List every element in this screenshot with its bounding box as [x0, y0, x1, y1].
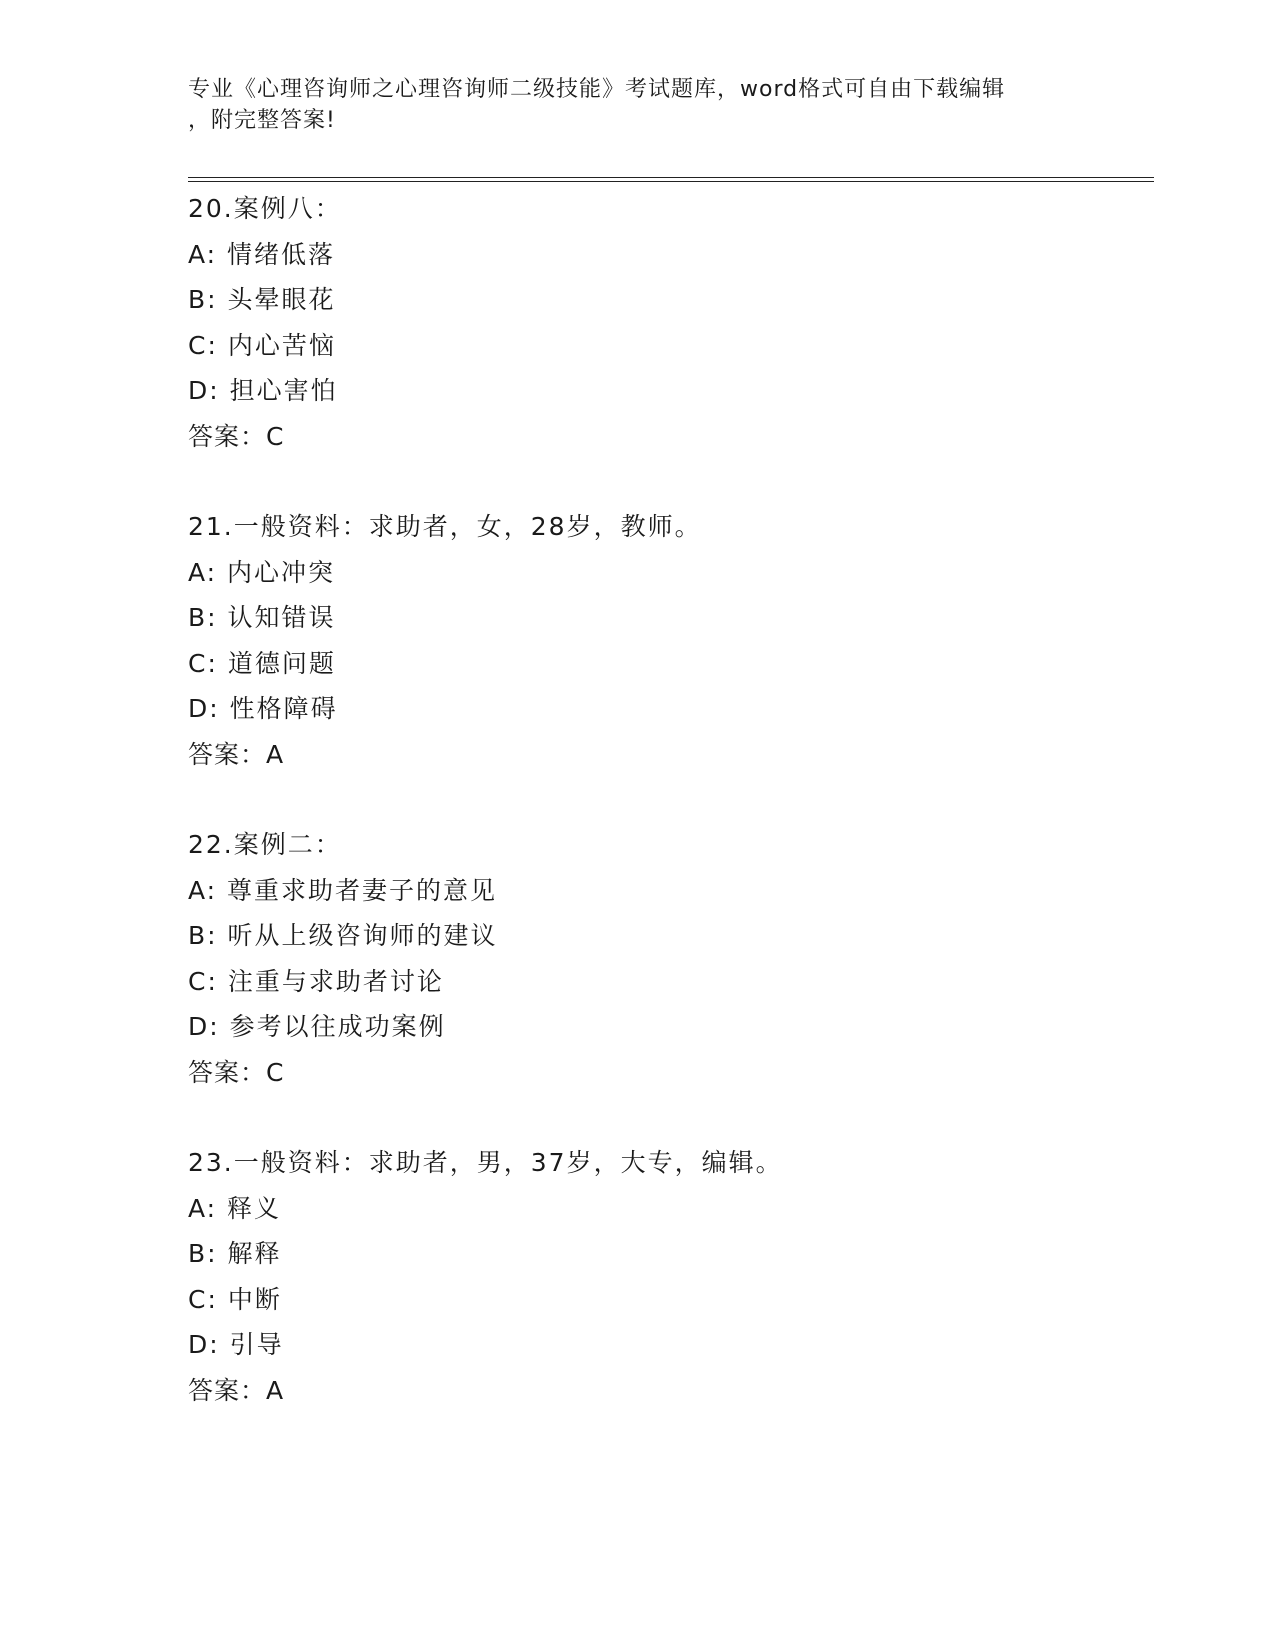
answer: 答案：A: [188, 1375, 285, 1405]
header-rule-bottom: [188, 181, 1154, 182]
option-a: A: 尊重求助者妻子的意见: [188, 875, 498, 905]
option-d: D: 担心害怕: [188, 376, 338, 405]
option-c: C: 内心苦恼: [188, 330, 336, 360]
option-a: A: 情绪低落: [188, 239, 336, 269]
question-stem: 23.一般资料：求助者，男，37岁，大专，编辑。: [188, 1148, 783, 1177]
option-b: B: 听从上级咨询师的建议: [188, 921, 498, 950]
document-header-line-1: 专业《心理咨询师之心理咨询师二级技能》考试题库，word格式可自由下载编辑: [188, 77, 1006, 102]
header-rule-top: [188, 177, 1154, 178]
option-c: C: 注重与求助者讨论: [188, 966, 444, 996]
question-21: [188, 504, 1148, 777]
option-c: C: 道德问题: [188, 648, 336, 678]
option-a: A: 释义: [188, 1193, 282, 1223]
question-stem: 21.一般资料：求助者，女，28岁，教师。: [188, 512, 702, 541]
option-c: C: 中断: [188, 1284, 282, 1314]
option-b: B: 解释: [188, 1239, 282, 1268]
option-d: D: 引导: [188, 1330, 284, 1359]
answer: 答案：C: [188, 421, 285, 451]
question-stem: 22.案例二：: [188, 830, 342, 859]
document-header-line-2: ，附完整答案!: [188, 108, 336, 133]
question-stem: 20.案例八：: [188, 194, 342, 223]
option-a: A: 内心冲突: [188, 557, 336, 587]
question-23: [188, 1140, 1148, 1413]
option-d: D: 参考以往成功案例: [188, 1012, 446, 1041]
answer: 答案：A: [188, 739, 285, 769]
option-b: B: 头晕眼花: [188, 285, 336, 314]
option-b: B: 认知错误: [188, 603, 336, 632]
answer: 答案：C: [188, 1057, 285, 1087]
question-20: [188, 186, 1148, 459]
question-22: [188, 822, 1148, 1095]
option-d: D: 性格障碍: [188, 694, 338, 723]
